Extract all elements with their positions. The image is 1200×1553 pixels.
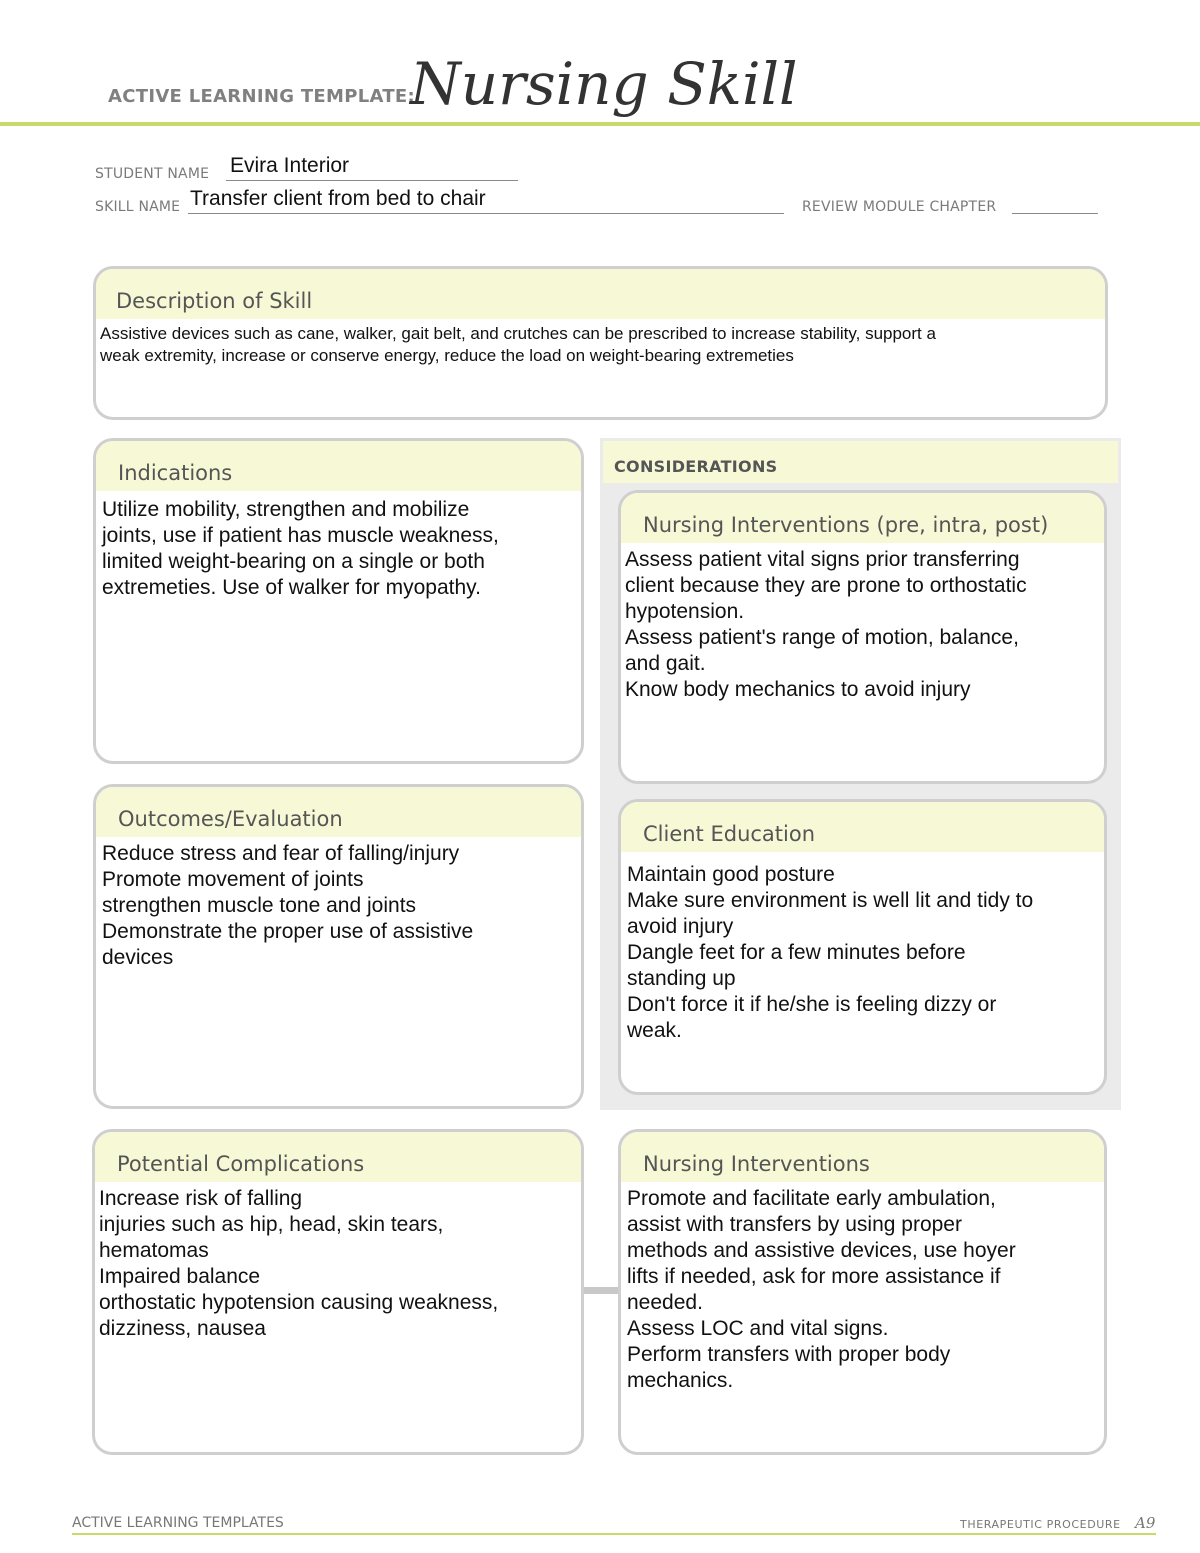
student-name-label: STUDENT NAME <box>95 166 210 182</box>
client-education-line: weak. <box>627 1019 682 1042</box>
nursing-interventions-ppp-header <box>621 493 1104 543</box>
nursing-interventions-box <box>618 1129 1107 1455</box>
description-header <box>96 269 1105 319</box>
description-line: Assistive devices such as cane, walker, gait belt, and crutches can be prescribed to increase stability, support a <box>100 324 936 343</box>
page-title: Nursing Skill <box>410 50 798 118</box>
client-education-line: Make sure environment is well lit and tidy to <box>627 889 1034 912</box>
complications-line: orthostatic hypotension causing weakness, <box>99 1291 499 1314</box>
complications-line: injuries such as hip, head, skin tears, <box>99 1213 444 1236</box>
nursing-interventions-ppp-line: hypotension. <box>625 600 745 623</box>
nursing-interventions-title: Nursing Interventions <box>643 1152 870 1176</box>
nursing-interventions-ppp-line: client because they are prone to orthostatic <box>625 574 1027 597</box>
template-label: ACTIVE LEARNING TEMPLATE: <box>108 86 415 107</box>
outcomes-line: Promote movement of joints <box>102 868 364 891</box>
client-education-line: Don't force it if he/she is feeling dizzy or <box>627 993 997 1016</box>
box-connector <box>583 1287 621 1294</box>
student-name-value: Evira Interior <box>230 154 350 177</box>
review-module-label: REVIEW MODULE CHAPTER <box>802 199 997 215</box>
indications-line: extremeties. Use of walker for myopathy. <box>102 576 481 599</box>
client-education-box <box>618 799 1107 1095</box>
footer-left-label: ACTIVE LEARNING TEMPLATES <box>72 1515 284 1531</box>
description-box <box>93 266 1108 420</box>
skill-name-field[interactable] <box>188 184 784 214</box>
nursing-interventions-header <box>621 1132 1104 1182</box>
considerations-title: CONSIDERATIONS <box>614 457 778 476</box>
complications-body[interactable] <box>95 1182 581 1342</box>
outcomes-line: devices <box>102 946 174 969</box>
outcomes-body[interactable] <box>96 837 581 971</box>
indications-box <box>93 438 584 764</box>
nursing-interventions-line: lifts if needed, ask for more assistance if <box>627 1265 1001 1288</box>
description-line: weak extremity, increase or conserve energy, reduce the load on weight-bearing extremeties <box>100 346 794 365</box>
nursing-interventions-line: needed. <box>627 1291 703 1314</box>
outcomes-header <box>96 787 581 837</box>
indications-title: Indications <box>118 461 233 485</box>
client-education-line: Maintain good posture <box>627 863 835 886</box>
indications-line: Utilize mobility, strengthen and mobilize <box>102 498 470 521</box>
indications-line: joints, use if patient has muscle weakness, <box>102 524 499 547</box>
complications-header <box>95 1132 581 1182</box>
client-education-line: Dangle feet for a few minutes before <box>627 941 966 964</box>
complications-line: Increase risk of falling <box>99 1187 303 1210</box>
outcomes-line: strengthen muscle tone and joints <box>102 894 417 917</box>
nursing-interventions-body[interactable] <box>621 1182 1104 1394</box>
nursing-interventions-ppp-title: Nursing Interventions (pre, intra, post) <box>643 513 1049 537</box>
footer-divider <box>72 1533 1156 1535</box>
complications-line: hematomas <box>99 1239 209 1262</box>
nursing-interventions-ppp-box <box>618 490 1107 784</box>
description-body[interactable] <box>96 319 1105 367</box>
outcomes-line: Reduce stress and fear of falling/injury <box>102 842 460 865</box>
nursing-interventions-ppp-line: Assess patient's range of motion, balance, <box>625 626 1019 649</box>
nursing-interventions-line: Perform transfers with proper body <box>627 1343 951 1366</box>
nursing-interventions-line: methods and assistive devices, use hoyer <box>627 1239 1016 1262</box>
footer-right-label: THERAPEUTIC PROCEDURE <box>960 1518 1121 1531</box>
skill-name-label: SKILL NAME <box>95 199 181 215</box>
complications-line: Impaired balance <box>99 1265 261 1288</box>
header-divider <box>0 122 1200 126</box>
indications-header <box>96 441 581 491</box>
complications-box <box>92 1129 584 1455</box>
client-education-title: Client Education <box>643 822 816 846</box>
student-name-field[interactable] <box>226 152 518 181</box>
indications-line: limited weight-bearing on a single or both <box>102 550 485 573</box>
client-education-header <box>621 802 1104 852</box>
complications-line: dizziness, nausea <box>99 1317 266 1340</box>
client-education-body[interactable] <box>621 852 1104 1044</box>
outcomes-box <box>93 784 584 1109</box>
nursing-interventions-ppp-body[interactable] <box>621 543 1104 703</box>
nursing-interventions-ppp-line: Know body mechanics to avoid injury <box>625 678 971 701</box>
review-module-field[interactable] <box>1012 184 1098 214</box>
outcomes-title: Outcomes/Evaluation <box>118 807 343 831</box>
outcomes-line: Demonstrate the proper use of assistive <box>102 920 474 943</box>
nursing-interventions-ppp-line: and gait. <box>625 652 706 675</box>
skill-name-value: Transfer client from bed to chair <box>190 187 486 210</box>
nursing-interventions-ppp-line: Assess patient vital signs prior transferring <box>625 548 1020 571</box>
page-number: A9 <box>1135 1514 1156 1532</box>
complications-title: Potential Complications <box>117 1152 365 1176</box>
client-education-line: standing up <box>627 967 736 990</box>
client-education-line: avoid injury <box>627 915 734 938</box>
nursing-interventions-line: Assess LOC and vital signs. <box>627 1317 889 1340</box>
nursing-interventions-line: assist with transfers by using proper <box>627 1213 962 1236</box>
indications-body[interactable] <box>96 491 581 601</box>
description-title: Description of Skill <box>116 289 313 313</box>
nursing-interventions-line: Promote and facilitate early ambulation, <box>627 1187 996 1210</box>
nursing-interventions-line: mechanics. <box>627 1369 734 1392</box>
